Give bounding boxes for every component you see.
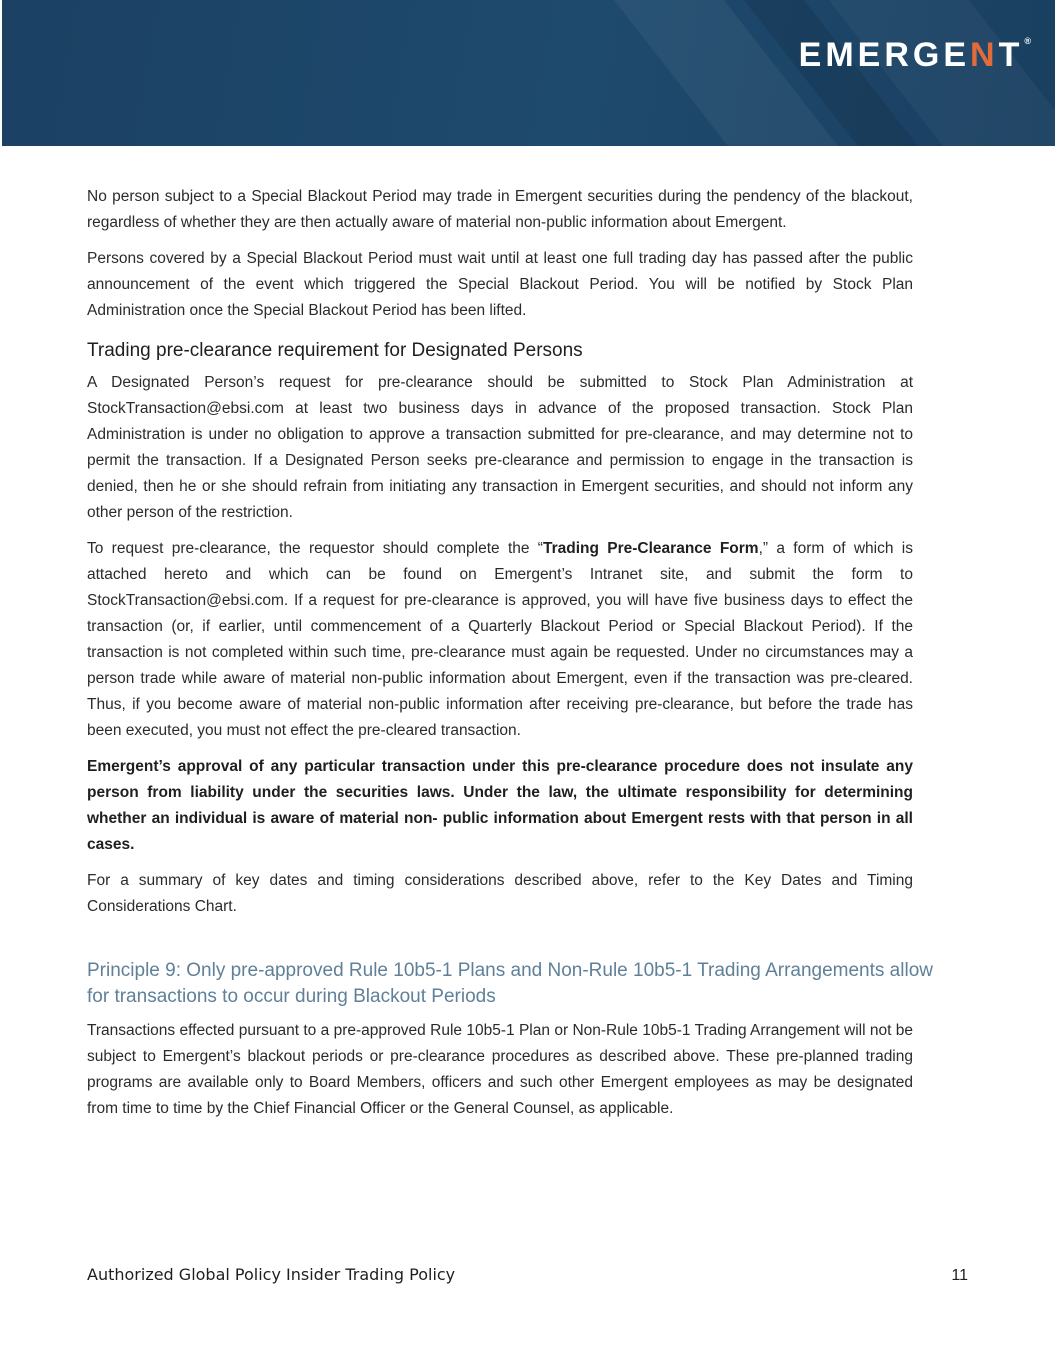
document-body <box>87 184 933 1132</box>
emergent-logo: EMERGENT® <box>798 36 1031 74</box>
paragraph-summary-reference: For a summary of key dates and timing considerations described above, refer to the Key Dates and Timing Considerations Chart. <box>87 872 913 915</box>
page-header-banner <box>2 0 1055 146</box>
principle-9-heading: Principle 9: Only pre-approved Rule 10b5-1 Plans and Non-Rule 10b5-1 Trading Arrangements allow for transactions to occur during Blackout Periods <box>87 960 933 1007</box>
paragraph-rule-10b5-1: Transactions effected pursuant to a pre-approved Rule 10b5-1 Plan or Non-Rule 10b5-1 Trading Arrangement will not be subject to Emergent’s blackout periods or pre-clearance procedures as described above. These pre-planned trading programs are available only to Board Members, officers and such other Emergent employees as may be designated from time to time by the Chief Financial Officer or the General Counsel, as applicable. <box>87 1022 913 1117</box>
paragraph-special-blackout: No person subject to a Special Blackout Period may trade in Emergent securities during the pendency of the blackout, regardless of whether they are then actually aware of material non-public information about Emergent. <box>87 188 913 231</box>
paragraph-blackout-lifted: Persons covered by a Special Blackout Period must wait until at least one full trading day has passed after the public announcement of the event which triggered the Special Blackout Period. You will be notified by Stock Plan Administration once the Special Blackout Period has been lifted. <box>87 250 913 319</box>
footer-page-number: 11 <box>951 1267 968 1284</box>
form-name: Trading Pre-Clearance Form <box>542 540 759 557</box>
footer-document-title: Authorized Global Policy Insider Trading Policy <box>87 1265 456 1284</box>
paragraph-pre-clearance-form: To request pre-clearance, the requestor should complete the “Trading Pre-Clearance Form,” a form of which is attached hereto and which can be found on Emergent’s Intranet site, and submit the form to StockTransaction@ebsi.com. If a request for pre-clearance is approved, you will have five business days to effect the transaction (or, if earlier, until commencement of a Quarterly Blackout Period or Special Blackout Period). If the transaction is not completed within such time, pre-clearance must again be requested. Under no circumstances may a person trade while aware of material non-public information about Emergent, even if the transaction was pre-cleared. Thus, if you become aware of material non-public information after receiving pre-clearance, but before the trade has been executed, you must not effect the pre-cleared transaction. <box>87 540 914 739</box>
paragraph-pre-clearance-request: A Designated Person’s request for pre-clearance should be submitted to Stock Plan Administration at StockTransaction@ebsi.com at least two business days in advance of the proposed transaction. Stock Plan Administration is under no obligation to approve a transaction submitted for pre-clearance, and may determine not to permit the transaction. If a Designated Person seeks pre-clearance and permission to engage in the transaction is denied, then he or she should refrain from initiating any transaction in Emergent securities, and should not inform any other person of the restriction. <box>87 374 913 521</box>
paragraph-liability-notice: Emergent’s approval of any particular transaction under this pre-clearance procedure does not insulate any person from liability under the securities laws. Under the law, the ultimate responsibility for determining whether an individual is aware of material non- public information about Emergent rests with that person in all cases. <box>87 758 913 853</box>
section-heading-pre-clearance: Trading pre-clearance requirement for Designated Persons <box>87 340 583 361</box>
